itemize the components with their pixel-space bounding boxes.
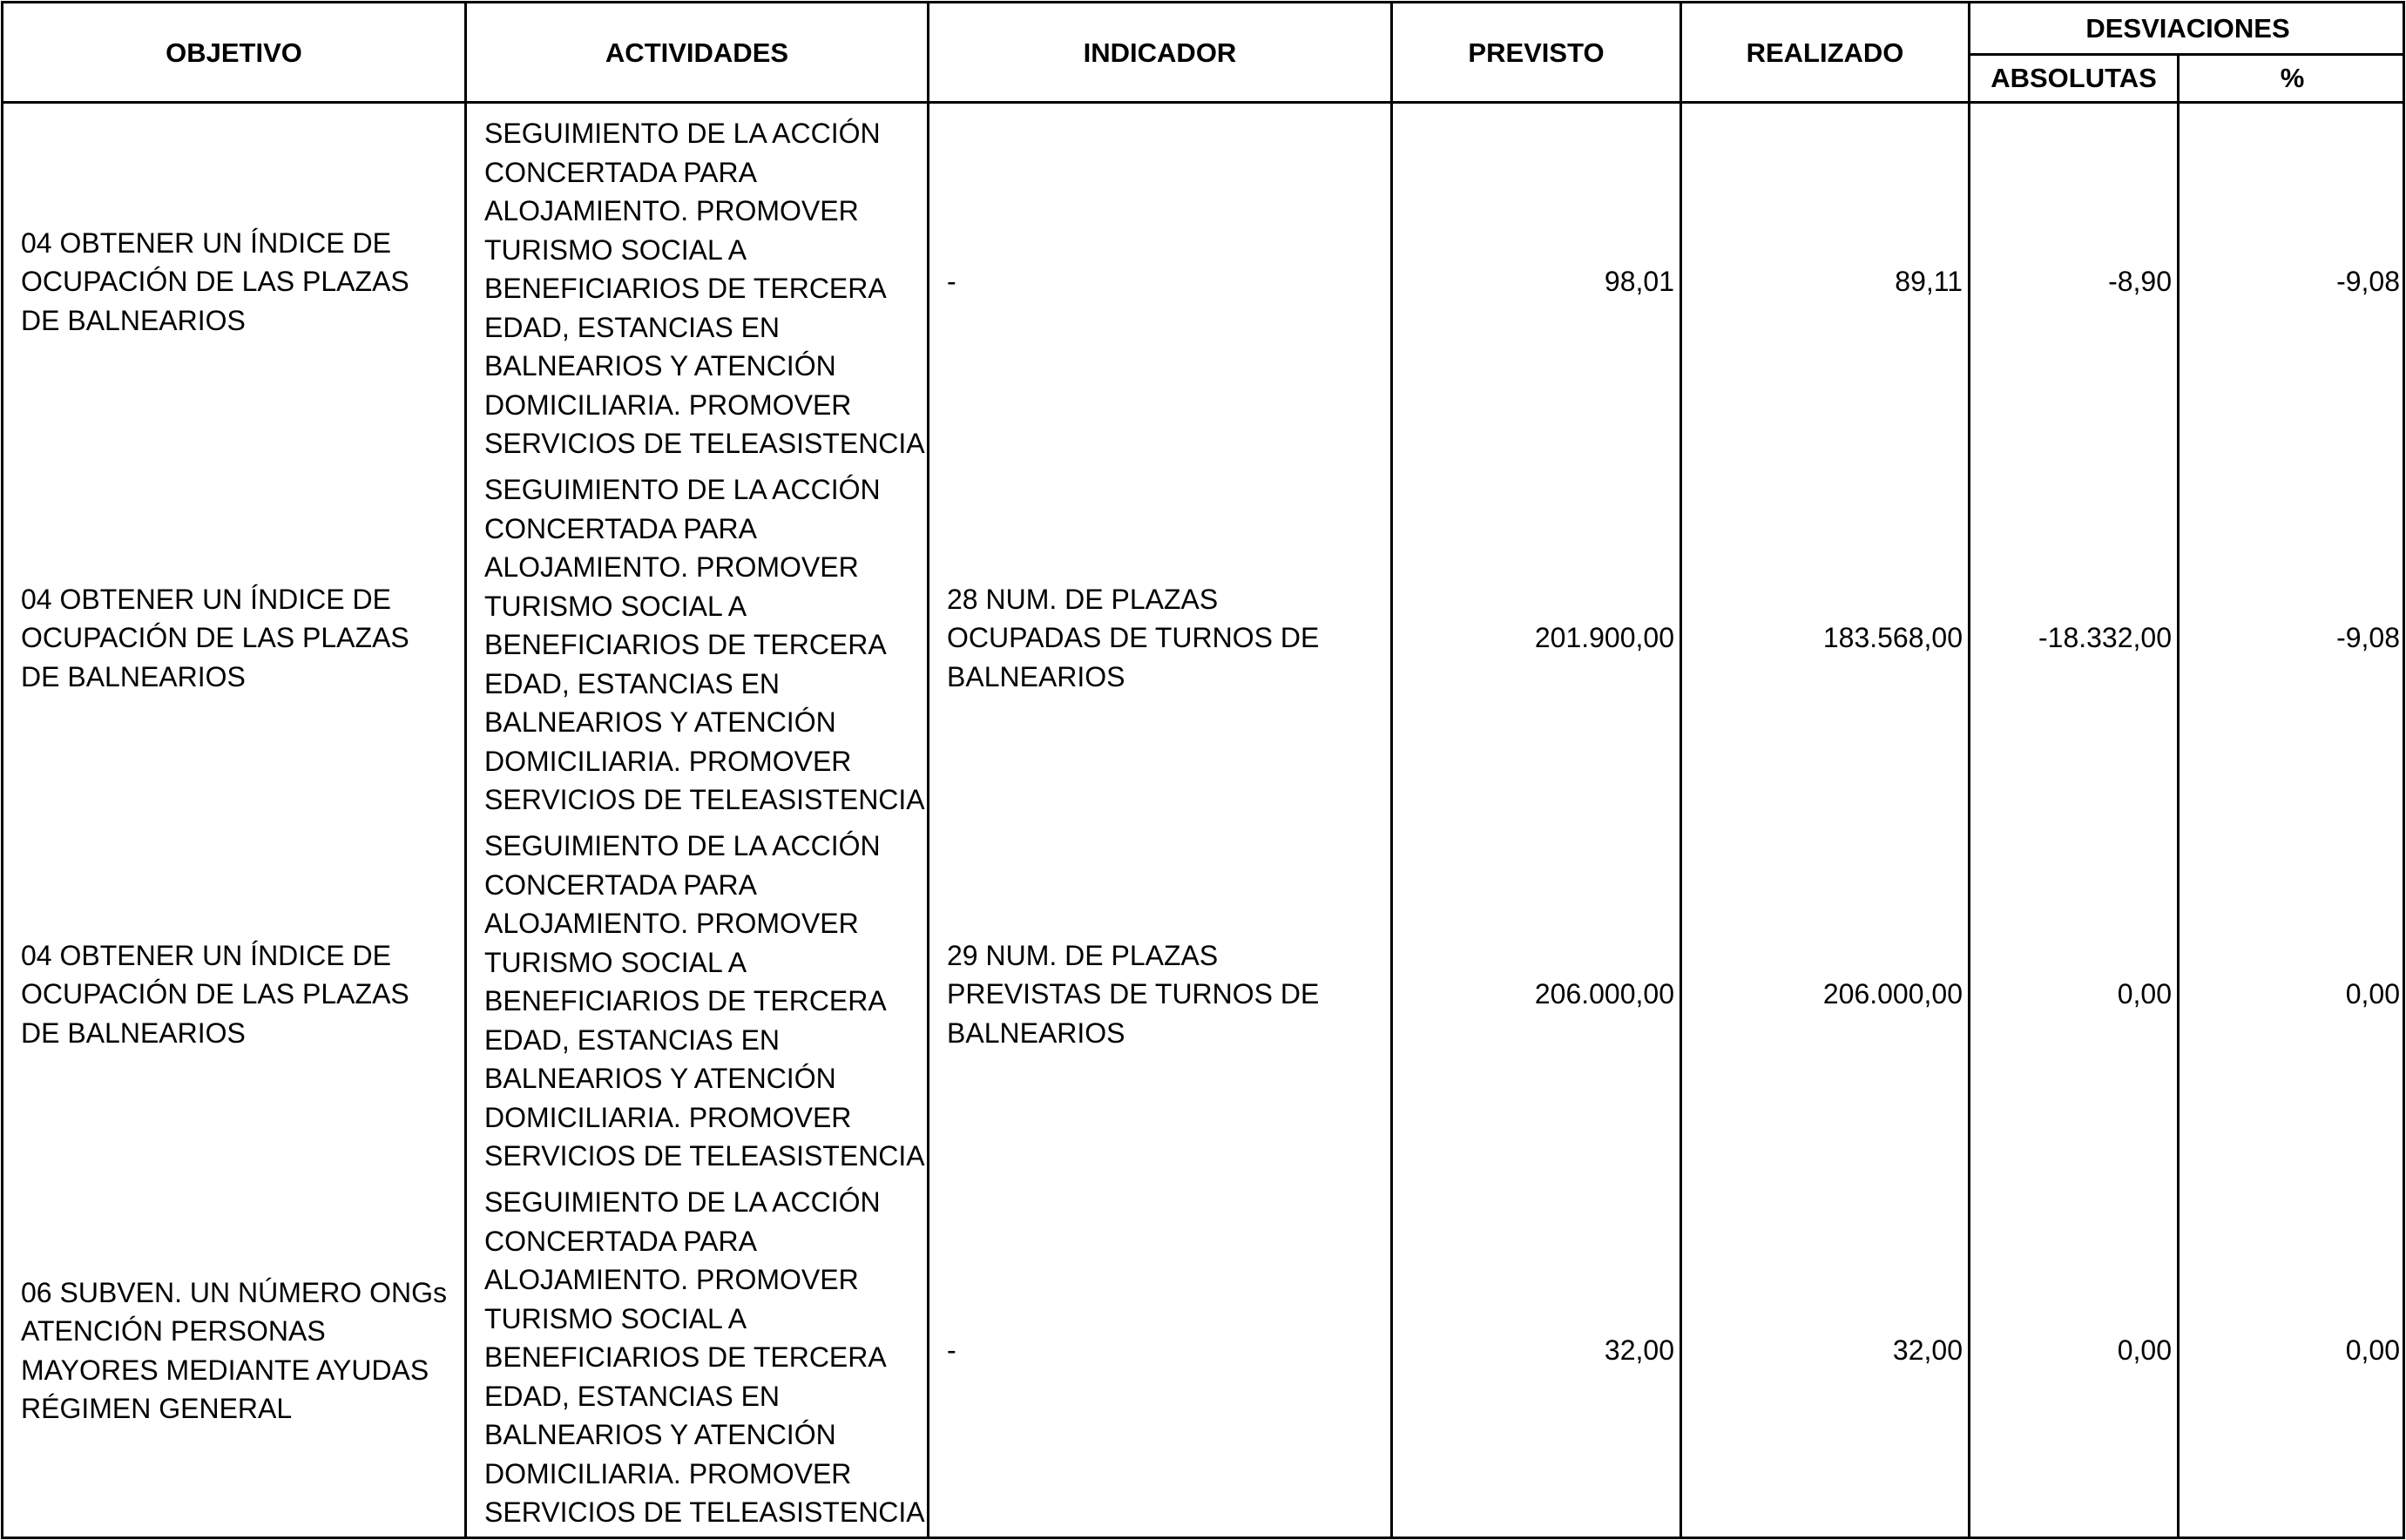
- table-row: [3, 816, 2406, 1172]
- cell-absolutas: 0,00: [2117, 978, 2172, 1010]
- objetivo-text: 04 OBTENER UN ÍNDICE DE OCUPACIÓN DE LAS PLAZAS DE BALNEARIOS: [21, 939, 409, 1049]
- indicador-text: 28 NUM. DE PLAZAS OCUPADAS DE TURNOS DE BALNEARIOS: [947, 583, 1320, 692]
- indicador-text: -: [947, 266, 956, 298]
- cell-objetivo: [3, 1172, 464, 1529]
- cell-previsto: 98,01: [1604, 266, 1674, 298]
- cell-objetivo: [3, 104, 464, 460]
- header-desviaciones: DESVIACIONES: [2085, 13, 2290, 44]
- header-actividades: ACTIVIDADES: [605, 37, 789, 68]
- cell-actividades: SEGUIMIENTO DE LA ACCIÓN CONCERTADA PARA ALOJAMIENTO. PROMOVER TURISMO SOCIAL A BENEFICIARIOS DE TERCERA EDAD, ESTANCIAS EN BALNEARIOS Y ATENCIÓN DOMICILIARIA. PROMOVER SERVICIOS DE TELEASISTENCIA: [484, 830, 925, 1172]
- header-absolutas: ABSOLUTAS: [1990, 63, 2157, 93]
- table-row: [3, 104, 2406, 460]
- cell-indicador: [929, 1172, 1390, 1529]
- cell-realizado: 183.568,00: [1822, 622, 1963, 654]
- header-realizado: REALIZADO: [1746, 37, 1904, 68]
- objetivo-text: 04 OBTENER UN ÍNDICE DE OCUPACIÓN DE LAS PLAZAS DE BALNEARIOS: [21, 583, 409, 692]
- header-indicador: INDICADOR: [1083, 37, 1237, 68]
- cell-actividades: SEGUIMIENTO DE LA ACCIÓN CONCERTADA PARA ALOJAMIENTO. PROMOVER TURISMO SOCIAL A BENEFICIARIOS DE TERCERA EDAD, ESTANCIAS EN BALNEARIOS Y ATENCIÓN DOMICILIARIA. PROMOVER SERVICIOS DE TELEASISTENCIA: [484, 474, 925, 815]
- cell-indicador: [929, 816, 1390, 1172]
- cell-objetivo: [3, 460, 464, 816]
- cell-objetivo: [3, 816, 464, 1172]
- cell-previsto: 201.900,00: [1534, 622, 1674, 654]
- cell-realizado: 206.000,00: [1822, 978, 1963, 1010]
- cell-actividades: SEGUIMIENTO DE LA ACCIÓN CONCERTADA PARA ALOJAMIENTO. PROMOVER TURISMO SOCIAL A BENEFICIARIOS DE TERCERA EDAD, ESTANCIAS EN BALNEARIOS Y ATENCIÓN DOMICILIARIA. PROMOVER SERVICIOS DE TELEASISTENCIA: [484, 1186, 925, 1528]
- cell-previsto: 206.000,00: [1534, 978, 1674, 1010]
- cell-absolutas: -18.332,00: [2038, 622, 2172, 654]
- indicador-text: 29 NUM. DE PLAZAS PREVISTAS DE TURNOS DE BALNEARIOS: [947, 939, 1320, 1049]
- cell-indicador: [929, 104, 1390, 460]
- cell-previsto: 32,00: [1604, 1334, 1674, 1367]
- cell-realizado: 32,00: [1892, 1334, 1963, 1367]
- cell-realizado: 89,11: [1895, 266, 1963, 298]
- header-objetivo: OBJETIVO: [166, 37, 302, 68]
- cell-porcentaje: -9,08: [2336, 266, 2400, 298]
- cell-absolutas: 0,00: [2117, 1334, 2172, 1367]
- indicador-text: -: [947, 1334, 956, 1367]
- header-previsto: PREVISTO: [1468, 37, 1605, 68]
- objetivo-text: 04 OBTENER UN ÍNDICE DE OCUPACIÓN DE LAS PLAZAS DE BALNEARIOS: [21, 226, 409, 336]
- cell-porcentaje: -9,08: [2336, 622, 2400, 654]
- objectives-table: [1, 1, 2405, 1539]
- cell-actividades: SEGUIMIENTO DE LA ACCIÓN CONCERTADA PARA ALOJAMIENTO. PROMOVER TURISMO SOCIAL A BENEFICIARIOS DE TERCERA EDAD, ESTANCIAS EN BALNEARIOS Y ATENCIÓN DOMICILIARIA. PROMOVER SERVICIOS DE TELEASISTENCIA: [484, 118, 925, 459]
- header-porcentaje: %: [2280, 63, 2305, 93]
- table-row: [3, 460, 2406, 816]
- objetivo-text: 06 SUBVEN. UN NÚMERO ONGs ATENCIÓN PERSONAS MAYORES MEDIANTE AYUDAS RÉGIMEN GENERAL: [21, 1276, 447, 1424]
- table-row: [3, 1172, 2406, 1539]
- cell-absolutas: -8,90: [2108, 266, 2172, 298]
- cell-indicador: [929, 460, 1390, 816]
- cell-porcentaje: 0,00: [2345, 1334, 2400, 1367]
- cell-porcentaje: 0,00: [2345, 978, 2400, 1010]
